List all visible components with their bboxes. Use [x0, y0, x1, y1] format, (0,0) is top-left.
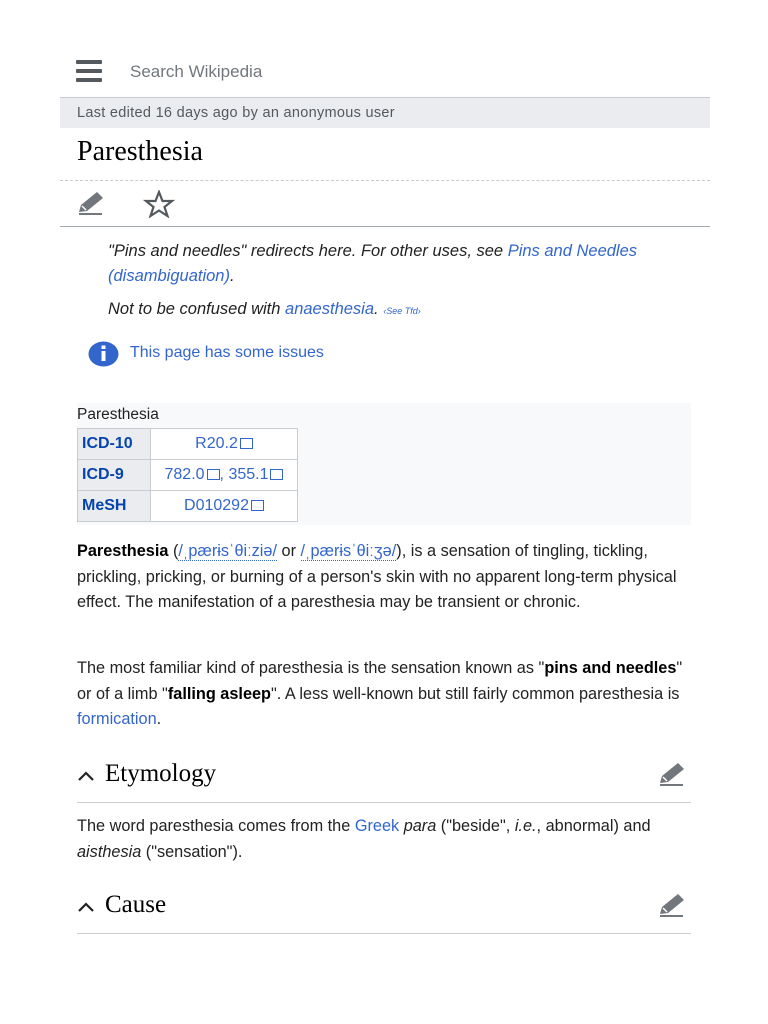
hatnote-redirect — [108, 239, 678, 289]
external-link-icon — [270, 469, 283, 480]
icd10-code-link[interactable]: R20.2 — [195, 435, 238, 452]
table-row — [78, 460, 298, 491]
etymology-text: The word paresthesia comes from the — [77, 817, 355, 835]
section-cause[interactable] — [77, 889, 691, 934]
infobox-caption: Paresthesia — [77, 406, 159, 423]
table-row — [78, 491, 298, 522]
hatnote-confused — [108, 297, 678, 324]
intro-text: . — [156, 710, 162, 728]
star-icon[interactable] — [143, 190, 175, 223]
infobox-value: 782.0 , 355.1 — [151, 460, 298, 491]
section-heading: Cause — [105, 891, 167, 918]
hatnote-text: . — [229, 267, 235, 285]
pencil-icon[interactable] — [657, 892, 687, 923]
pencil-icon[interactable] — [76, 190, 106, 221]
ipa-link-2[interactable]: /ˌpærɨsˈθiːʒə/ — [300, 542, 397, 560]
info-icon — [88, 341, 119, 367]
infobox-label-icd10[interactable]: ICD-10 — [78, 429, 151, 460]
hatnote-text: "Pins and needles" redirects here. For other uses, see — [108, 242, 508, 260]
chevron-up-icon — [77, 901, 95, 913]
table-row — [78, 429, 298, 460]
mesh-code-link[interactable]: D010292 — [184, 497, 249, 514]
last-edited-banner[interactable] — [60, 97, 710, 128]
italic-term: para — [403, 817, 437, 835]
intro-text: " or of a limb " — [77, 659, 683, 703]
page-title: Paresthesia — [77, 136, 203, 167]
infobox-value — [151, 491, 298, 522]
etymology-text: ("beside", — [436, 817, 515, 835]
bold-term: pins and needles — [544, 659, 677, 677]
intro-paragraph-2 — [77, 656, 692, 733]
menu-icon[interactable] — [76, 60, 102, 82]
ipa-link-1[interactable]: /ˌpærɨsˈθiːziə/ — [178, 542, 277, 560]
external-link-icon — [207, 469, 220, 480]
hatnote-text: . — [374, 300, 379, 318]
external-link-icon — [251, 500, 264, 511]
title-divider — [60, 180, 710, 181]
pencil-icon[interactable] — [657, 761, 687, 792]
intro-text: , is a sensation of tingling, tickling, prickling, pricking, or burning of a person's skin with no apparent long-term physical effect. The manifestation of a paresthesia may be transient or chronic. — [77, 542, 677, 611]
hatnote-text: Not to be confused with — [108, 300, 286, 318]
anaesthesia-link[interactable]: anaesthesia — [285, 300, 375, 318]
last-edited-text: Last edited 16 days ago by an anonymous user — [77, 105, 395, 121]
infobox — [77, 403, 691, 525]
chevron-up-icon — [77, 770, 95, 782]
intro-text: The most familiar kind of paresthesia is the sensation known as " — [77, 659, 545, 677]
italic-term: i.e. — [514, 817, 537, 835]
actions-divider — [60, 226, 710, 227]
intro-paragraph: Paresthesia (/ˌpærɨsˈθiːziə/ or /ˌpærɨsˈθiːʒə/), is a sensation of tingling, tickling, prickling, pricking, or burning of a person's skin with no apparent long-term physical effect. The manifestation of a paresthesia may be transient or chronic. — [77, 542, 677, 611]
etymology-text: , abnormal) and — [536, 817, 651, 835]
bold-term: falling asleep — [167, 684, 271, 703]
etymology-text: ("sensation"). — [141, 842, 243, 861]
article-term: Paresthesia — [77, 542, 169, 560]
infobox-table — [77, 428, 298, 522]
infobox-label-icd9[interactable]: ICD-9 — [78, 460, 151, 491]
italic-term: aisthesia — [77, 842, 142, 861]
search-input[interactable]: Search Wikipedia — [130, 62, 263, 81]
infobox-label-mesh[interactable]: MeSH — [78, 491, 151, 522]
section-etymology[interactable] — [77, 758, 691, 803]
intro-text: ". A less well-known but still fairly common paresthesia is — [271, 684, 680, 703]
icd9-code-link-2[interactable]: 355.1 — [228, 466, 269, 483]
etymology-paragraph — [77, 814, 692, 865]
top-bar — [60, 50, 710, 96]
external-link-icon — [240, 438, 253, 449]
section-heading: Etymology — [105, 760, 217, 787]
infobox-value — [151, 429, 298, 460]
greek-link[interactable]: Greek — [354, 817, 400, 835]
formication-link[interactable]: formication — [77, 710, 157, 728]
icd9-code-link[interactable]: 782.0 — [164, 466, 205, 483]
see-tfd-link[interactable]: ‹See Tfd› — [383, 306, 421, 316]
disambiguation-link[interactable]: Pins and Needles (disambiguation) — [108, 242, 638, 285]
issues-text: This page has some issues — [130, 344, 324, 361]
